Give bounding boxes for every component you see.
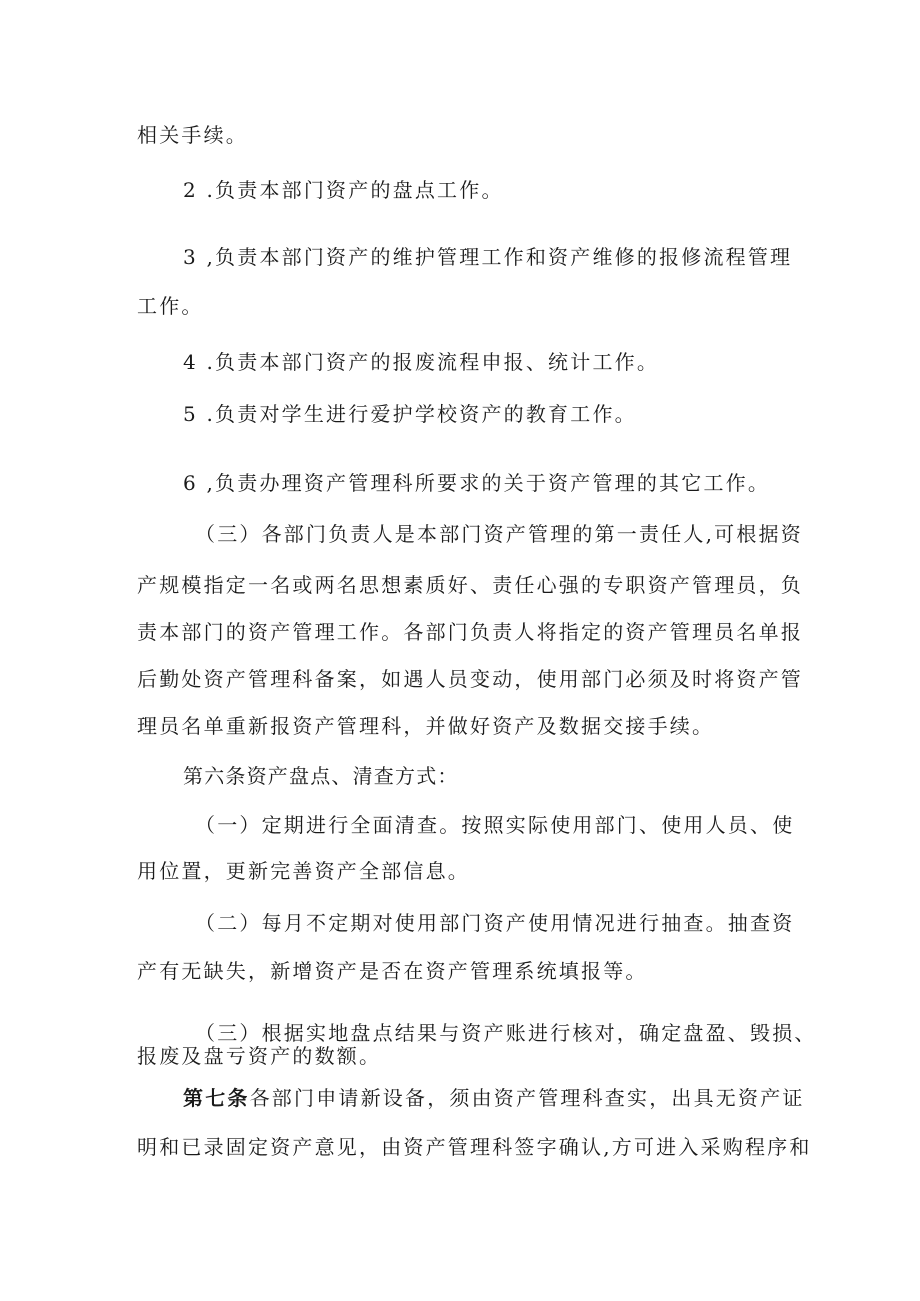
article-7-line (183, 1084, 805, 1112)
list-item-3: 3 ,负责本部门资产的维护管理工作和资产维修的报修流程管理 (183, 245, 793, 269)
text-line: 工作。 (137, 294, 204, 318)
text-line: 相关手续。 (137, 123, 248, 147)
list-item-5: 5 .负责对学生进行爱护学校资产的教育工作。 (183, 402, 637, 426)
paragraph-line: 报废及盘亏资产的数额。 (137, 1044, 382, 1068)
article-7-heading: 第七条 (183, 1086, 250, 1110)
article-6-heading: 第六条资产盘点、清查方式： (183, 764, 459, 788)
paragraph-line: 产规模指定一名或两名思想素质好、责任心强的专职资产管理员，负 (137, 573, 803, 597)
paragraph-line: （二）每月不定期对使用部门资产使用情况进行抽查。抽查资 (195, 911, 795, 935)
paragraph-line: 理员名单重新报资产管理科，并做好资产及数据交接手续。 (137, 714, 715, 738)
paragraph-line: （一）定期进行全面清查。按照实际使用部门、使用人员、使 (195, 813, 795, 837)
paragraph-line: 责本部门的资产管理工作。各部门负责人将指定的资产管理员名单报 (137, 620, 803, 644)
paragraph-line: 后勤处资产管理科备案，如遇人员变动，使用部门必须及时将资产管 (137, 667, 803, 691)
paragraph-line: （三）根据实地盘点结果与资产账进行核对，确定盘盈、毁损、 (195, 1021, 817, 1045)
paragraph-line: 产有无缺失，新增资产是否在资产管理系统填报等。 (137, 959, 648, 983)
paragraph-line: 明和已录固定资产意见，由资产管理科签字确认,方可进入采购程序和 (137, 1135, 812, 1159)
paragraph-line: 用位置，更新完善资产全部信息。 (137, 859, 470, 883)
article-7-text: 各部门申请新设备，须由资产管理科查实，出具无资产证 (249, 1086, 805, 1110)
list-item-4: 4 .负责本部门资产的报废流程申报、统计工作。 (183, 350, 660, 374)
paragraph-line: （三）各部门负责人是本部门资产管理的第一责任人,可根据资 (195, 522, 803, 546)
list-item-6: 6 ,负责办理资产管理科所要求的关于资产管理的其它工作。 (183, 471, 771, 495)
list-item-2: 2 .负责本部门资产的盘点工作。 (183, 178, 504, 202)
